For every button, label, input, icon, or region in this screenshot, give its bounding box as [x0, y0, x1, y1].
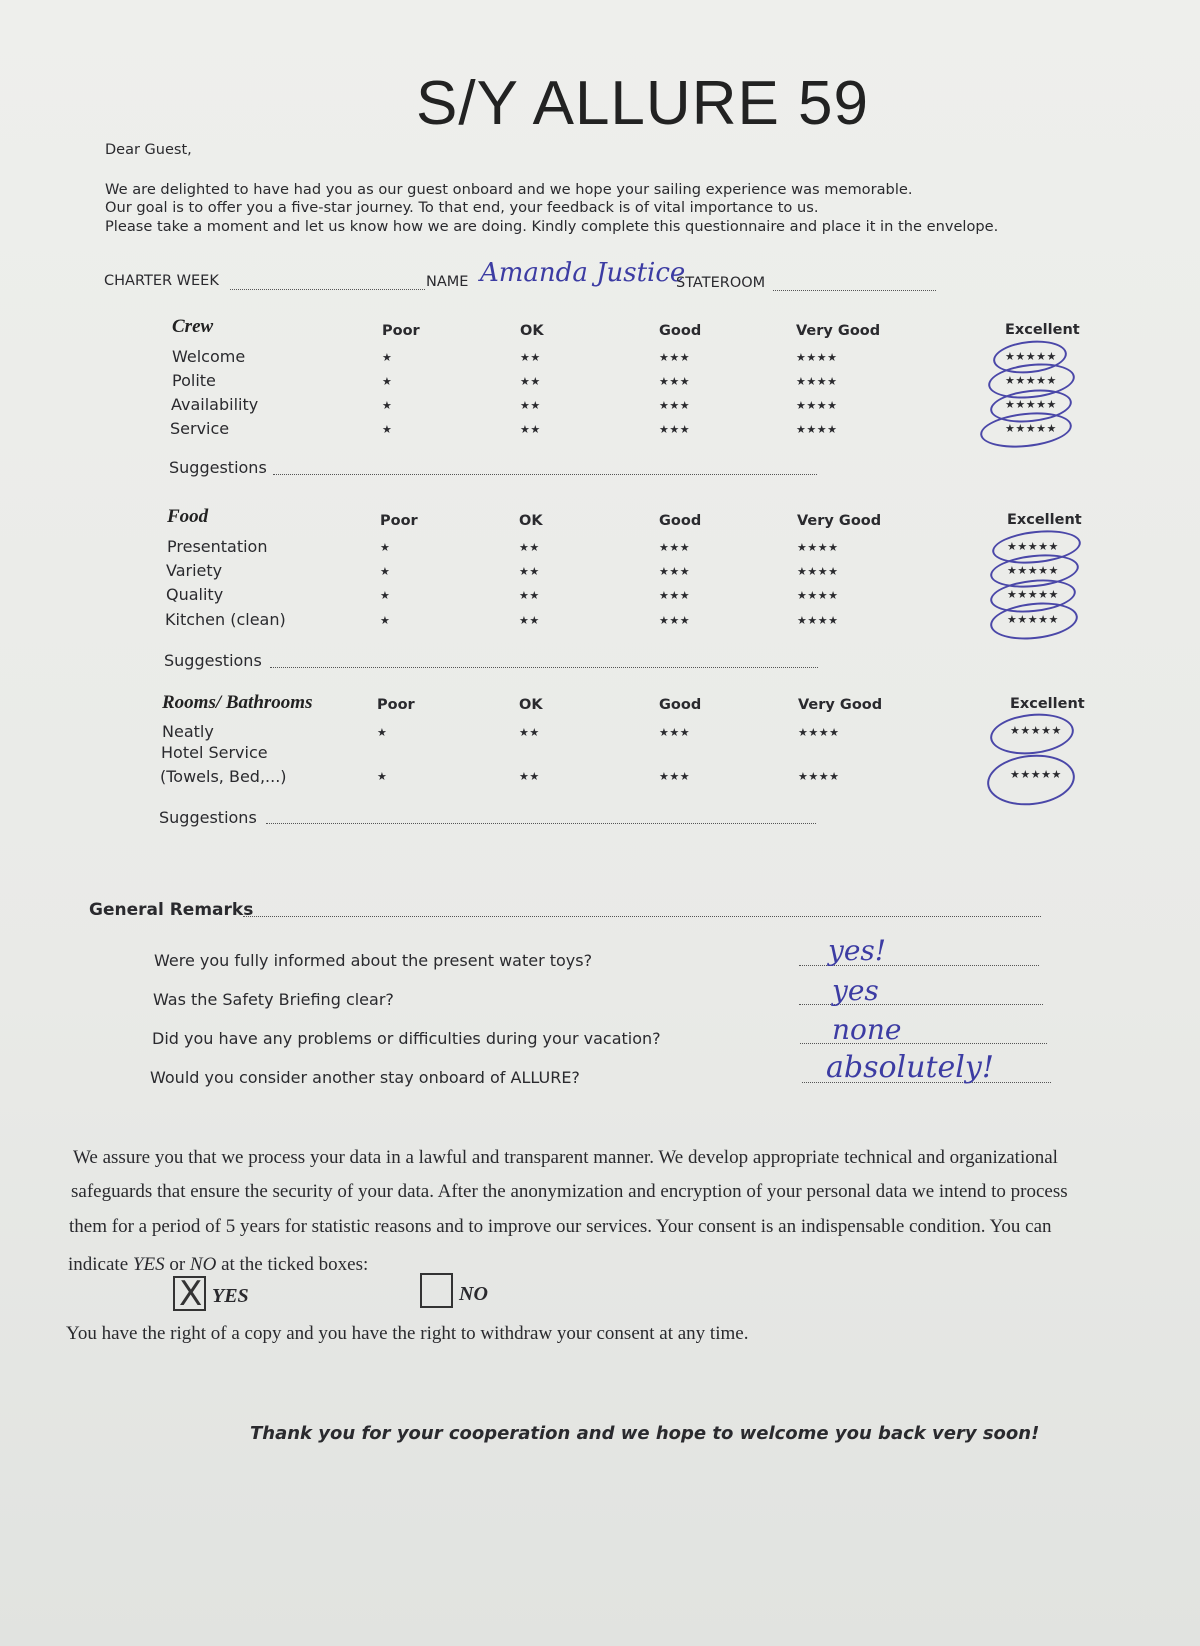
answer-problems[interactable]: none: [832, 1013, 902, 1046]
food-quality-star-3[interactable]: ★★★: [659, 589, 691, 602]
crew-polite-star-2[interactable]: ★★: [520, 375, 541, 388]
food-kitchen-star-1[interactable]: ★: [380, 614, 391, 627]
food-presentation-star-1[interactable]: ★: [380, 541, 391, 554]
crew-welcome-star-3[interactable]: ★★★: [659, 351, 691, 364]
food-col-very-good: Very Good: [797, 513, 882, 529]
crew-suggestions-label: Suggestions: [169, 458, 267, 477]
stateroom-label: STATEROOM: [676, 275, 766, 291]
crew-col-excellent: Excellent: [1005, 322, 1080, 338]
food-variety-star-2[interactable]: ★★: [519, 565, 540, 578]
consent-yes-label: YES: [212, 1285, 249, 1307]
rooms-item-towels-bed: (Towels, Bed,...): [160, 767, 287, 786]
rooms-col-very-good: Very Good: [798, 697, 883, 713]
crew-availability-star-2[interactable]: ★★: [520, 399, 541, 412]
food-variety-star-1[interactable]: ★: [380, 565, 391, 578]
food-kitchen-star-3[interactable]: ★★★: [659, 614, 691, 627]
rooms-neatly-star-4[interactable]: ★★★★: [798, 726, 840, 739]
rooms-hotel-star-4[interactable]: ★★★★: [798, 770, 840, 783]
thank-you-message: Thank you for your cooperation and we hope to welcome you back very soon!: [250, 1423, 1040, 1444]
rooms-suggestions-field[interactable]: [266, 823, 816, 824]
crew-service-star-2[interactable]: ★★: [520, 423, 541, 436]
food-kitchen-star-5[interactable]: ★★★★★: [1007, 613, 1059, 626]
crew-section-title: Crew: [172, 316, 214, 337]
intro-line-1: We are delighted to have had you as our guest onboard and we hope your sailing experience was memorable.: [105, 181, 913, 198]
food-item-kitchen: Kitchen (clean): [165, 610, 286, 629]
charter-week-label: CHARTER WEEK: [104, 273, 219, 289]
crew-availability-star-5[interactable]: ★★★★★: [1005, 398, 1057, 411]
answer-water-toys[interactable]: yes!: [828, 934, 887, 967]
food-quality-star-5[interactable]: ★★★★★: [1007, 588, 1059, 601]
crew-service-star-4[interactable]: ★★★★: [796, 423, 838, 436]
question-safety-briefing: Was the Safety Briefing clear?: [153, 990, 394, 1009]
crew-welcome-star-2[interactable]: ★★: [520, 351, 541, 364]
consent-no-label: NO: [459, 1283, 488, 1305]
answer-safety-briefing[interactable]: yes: [832, 974, 879, 1007]
food-col-excellent: Excellent: [1007, 512, 1082, 528]
rooms-col-ok: OK: [519, 697, 543, 713]
privacy-rights-line: You have the right of a copy and you have the right to withdraw your consent at any time.: [66, 1323, 749, 1344]
food-presentation-star-5[interactable]: ★★★★★: [1007, 540, 1059, 553]
crew-service-star-1[interactable]: ★: [382, 423, 393, 436]
rooms-section-title: Rooms/ Bathrooms: [162, 692, 313, 713]
food-col-good: Good: [659, 513, 702, 529]
rooms-hotel-star-2[interactable]: ★★: [519, 770, 540, 783]
rooms-item-neatly: Neatly: [162, 722, 214, 741]
food-presentation-star-2[interactable]: ★★: [519, 541, 540, 554]
crew-welcome-star-5[interactable]: ★★★★★: [1005, 350, 1057, 363]
crew-col-good: Good: [659, 323, 702, 339]
crew-polite-star-3[interactable]: ★★★: [659, 375, 691, 388]
food-section-title: Food: [167, 506, 209, 527]
crew-welcome-star-1[interactable]: ★: [382, 351, 393, 364]
question-problems: Did you have any problems or difficulties during your vacation?: [152, 1029, 661, 1048]
rooms-hotel-star-3[interactable]: ★★★: [659, 770, 691, 783]
question-another-stay: Would you consider another stay onboard of ALLURE?: [150, 1068, 580, 1087]
food-variety-star-5[interactable]: ★★★★★: [1007, 564, 1059, 577]
food-quality-star-2[interactable]: ★★: [519, 589, 540, 602]
food-item-quality: Quality: [166, 585, 224, 604]
privacy-line-3: them for a period of 5 years for statistic reasons and to improve our services. Your consent is an indispensable condition. You can: [69, 1216, 1052, 1237]
food-quality-star-1[interactable]: ★: [380, 589, 391, 602]
rooms-col-excellent: Excellent: [1010, 696, 1085, 712]
greeting: Dear Guest,: [105, 142, 192, 158]
crew-polite-star-5[interactable]: ★★★★★: [1005, 374, 1057, 387]
privacy-indicate-line: indicate YES or NO at the ticked boxes:: [68, 1254, 369, 1275]
question-water-toys: Were you fully informed about the present water toys?: [154, 951, 593, 970]
crew-availability-star-4[interactable]: ★★★★: [796, 399, 838, 412]
crew-polite-star-4[interactable]: ★★★★: [796, 375, 838, 388]
rooms-hotel-star-1[interactable]: ★: [377, 770, 388, 783]
rooms-col-good: Good: [659, 697, 702, 713]
food-presentation-star-3[interactable]: ★★★: [659, 541, 691, 554]
general-remarks-field[interactable]: [243, 916, 1041, 917]
privacy-line-1: We assure you that we process your data in a lawful and transparent manner. We develop appropriate technical and organizational: [73, 1147, 1058, 1168]
general-remarks-label: General Remarks: [89, 900, 254, 920]
crew-item-service: Service: [170, 419, 230, 438]
privacy-line-2: safeguards that ensure the security of your data. After the anonymization and encryption of your personal data we intend to process: [71, 1181, 1068, 1202]
consent-yes-checkbox[interactable]: [173, 1274, 206, 1314]
rooms-neatly-star-2[interactable]: ★★: [519, 726, 540, 739]
rooms-hotel-star-5[interactable]: ★★★★★: [1010, 768, 1062, 781]
crew-item-polite: Polite: [172, 371, 216, 390]
crew-suggestions-field[interactable]: [273, 474, 817, 475]
rooms-suggestions-label: Suggestions: [159, 808, 257, 827]
food-presentation-star-4[interactable]: ★★★★: [797, 541, 839, 554]
crew-item-availability: Availability: [171, 395, 259, 414]
food-item-presentation: Presentation: [167, 537, 268, 556]
food-col-poor: Poor: [380, 513, 418, 529]
food-suggestions-field[interactable]: [270, 667, 818, 668]
food-item-variety: Variety: [166, 561, 223, 580]
food-suggestions-label: Suggestions: [164, 651, 262, 670]
rooms-neatly-star-5[interactable]: ★★★★★: [1010, 724, 1062, 737]
intro-line-3: Please take a moment and let us know how we are doing. Kindly complete this questionnaire and place it in the envelope.: [105, 218, 999, 235]
food-kitchen-star-2[interactable]: ★★: [519, 614, 540, 627]
food-col-ok: OK: [519, 513, 543, 529]
rating-circle-mark: [985, 751, 1078, 810]
crew-service-star-5[interactable]: ★★★★★: [1005, 422, 1057, 435]
crew-item-welcome: Welcome: [172, 347, 246, 366]
rooms-item-hotel-service: Hotel Service: [161, 743, 268, 762]
page-title: S/Y ALLURE 59: [415, 69, 870, 138]
crew-availability-star-1[interactable]: ★: [382, 399, 393, 412]
answer-another-stay[interactable]: absolutely!: [826, 1050, 994, 1085]
charter-week-field[interactable]: [230, 289, 425, 290]
name-label: NAME: [426, 274, 469, 290]
name-value[interactable]: Amanda Justice: [480, 258, 686, 288]
crew-polite-star-1[interactable]: ★: [382, 375, 393, 388]
stateroom-field[interactable]: [773, 290, 936, 291]
rooms-neatly-star-3[interactable]: ★★★: [659, 726, 691, 739]
food-variety-star-4[interactable]: ★★★★: [797, 565, 839, 578]
checkmark-x-icon: X: [179, 1274, 203, 1314]
crew-availability-star-3[interactable]: ★★★: [659, 399, 691, 412]
rooms-neatly-star-1[interactable]: ★: [377, 726, 388, 739]
crew-service-star-3[interactable]: ★★★: [659, 423, 691, 436]
rooms-col-poor: Poor: [377, 697, 415, 713]
intro-line-2: Our goal is to offer you a five-star journey. To that end, your feedback is of vital importance to us.: [105, 199, 819, 216]
consent-no-checkbox[interactable]: [420, 1273, 453, 1308]
food-variety-star-3[interactable]: ★★★: [659, 565, 691, 578]
crew-col-very-good: Very Good: [796, 323, 881, 339]
crew-welcome-star-4[interactable]: ★★★★: [796, 351, 838, 364]
food-kitchen-star-4[interactable]: ★★★★: [797, 614, 839, 627]
rating-circle-mark: [988, 710, 1076, 759]
food-quality-star-4[interactable]: ★★★★: [797, 589, 839, 602]
crew-col-poor: Poor: [382, 323, 420, 339]
crew-col-ok: OK: [520, 323, 544, 339]
